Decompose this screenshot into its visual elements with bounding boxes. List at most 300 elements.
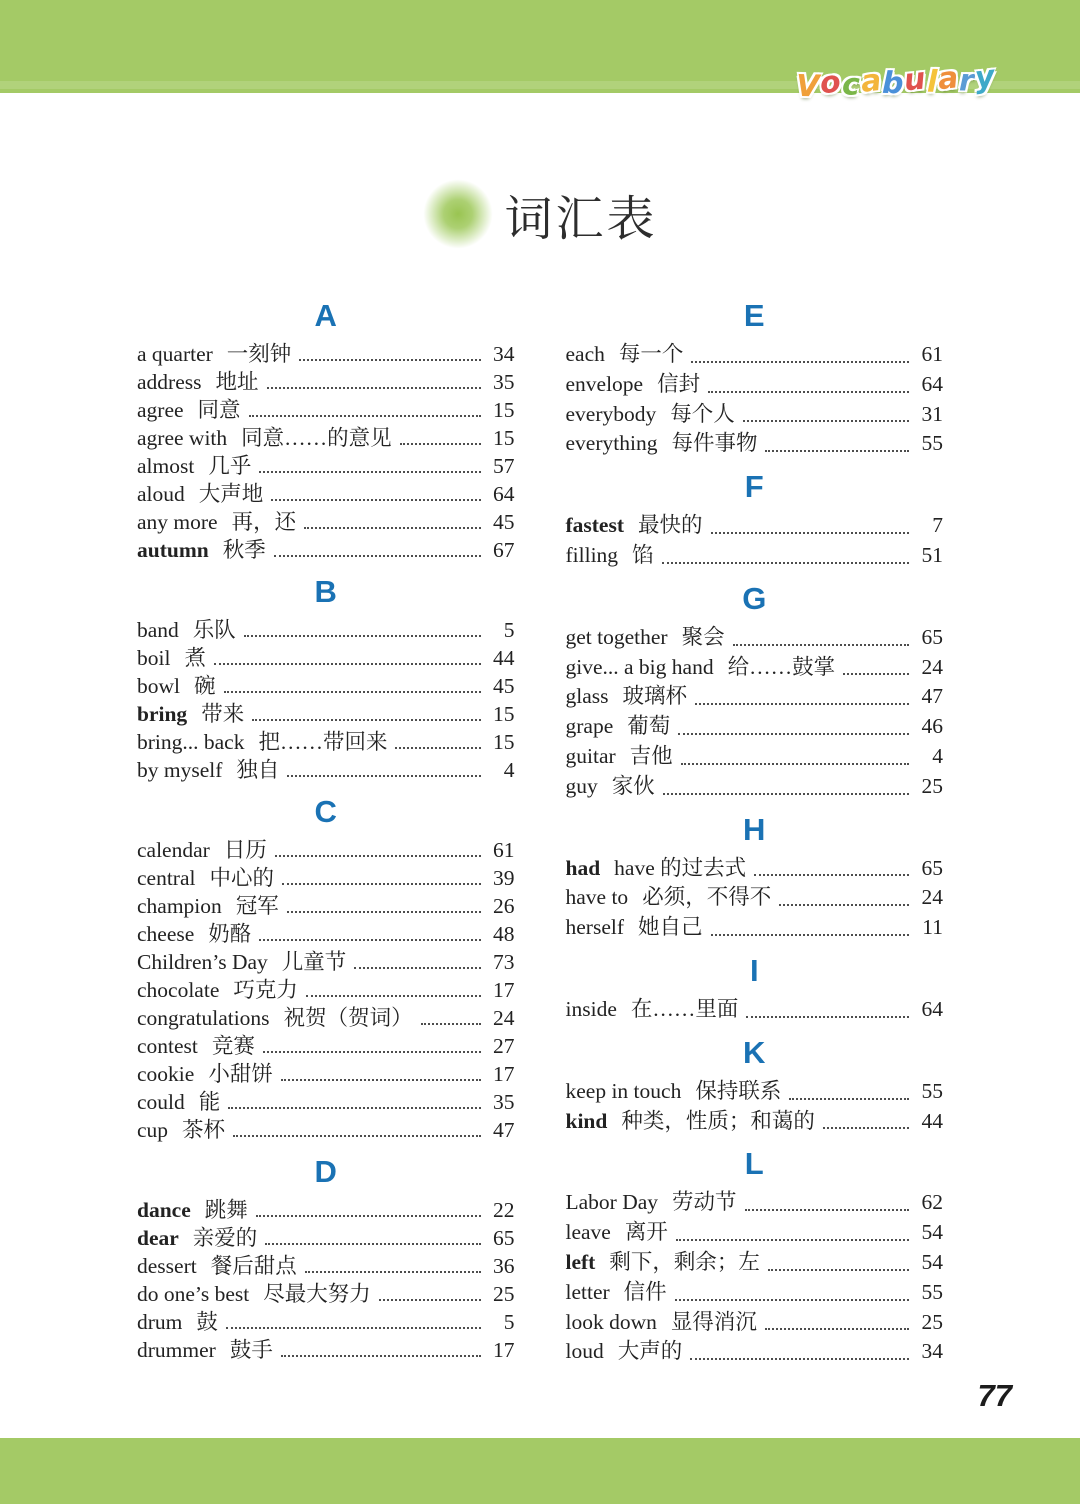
- vocab-entry: [137, 948, 515, 976]
- entry-meaning: 亲爱的: [192, 1226, 258, 1250]
- entry-term: any more: [137, 510, 218, 534]
- vocab-entry: [137, 1224, 515, 1252]
- entry-meaning: 竞赛: [211, 1034, 255, 1058]
- dotted-leader: [282, 883, 480, 885]
- dotted-leader: [306, 995, 481, 997]
- section-heading-K: K: [743, 1034, 766, 1070]
- vocab-entry: [137, 368, 515, 396]
- vocab-entry: [137, 340, 515, 368]
- vocab-entry: [566, 712, 944, 742]
- dotted-leader: [214, 663, 481, 665]
- entry-page-number: 64: [493, 482, 515, 506]
- entry-term: congratulations: [137, 1006, 270, 1030]
- dotted-leader: [779, 904, 909, 906]
- dotted-leader: [695, 703, 909, 705]
- entry-meaning: 每个人: [670, 401, 735, 426]
- vocab-entry: [566, 913, 944, 943]
- page-title: 词汇表: [504, 192, 658, 246]
- entry-meaning: 葡萄: [627, 714, 671, 739]
- entry-term: get together: [565, 624, 668, 649]
- entry-term: band: [137, 618, 179, 642]
- entry-meaning: 种类，性质；和蔼的: [621, 1108, 815, 1133]
- entry-page-number: 46: [921, 714, 943, 739]
- entry-meaning: 每件事物: [671, 431, 758, 456]
- entry-term: by myself: [137, 758, 223, 782]
- dotted-leader: [823, 1127, 909, 1129]
- entry-page-number: 61: [493, 838, 515, 862]
- entry-meaning: 跳舞: [204, 1198, 248, 1222]
- entry-page-number: 34: [921, 1339, 943, 1364]
- vocab-entry: [137, 864, 515, 892]
- dotted-leader: [281, 1355, 481, 1357]
- vocab-entry: [137, 616, 515, 644]
- dotted-leader: [259, 939, 480, 941]
- dotted-leader: [263, 1051, 481, 1053]
- entry-meaning: 带来: [201, 702, 245, 726]
- dotted-leader: [746, 1016, 909, 1018]
- entry-page-number: 11: [922, 915, 943, 940]
- dotted-leader: [271, 499, 480, 501]
- dotted-leader: [287, 775, 480, 777]
- entry-term: address: [137, 370, 202, 394]
- entry-meaning: 显得消沉: [670, 1309, 757, 1334]
- entry-meaning: 聚会: [681, 624, 725, 649]
- entry-term: drummer: [137, 1338, 216, 1362]
- vocab-entry: [137, 920, 515, 948]
- entry-page-number: 65: [493, 1226, 515, 1250]
- vocab-entry: [137, 836, 515, 864]
- vocab-entry: [137, 1252, 515, 1280]
- entry-page-number: 7: [932, 513, 943, 538]
- entry-meaning: 家伙: [611, 773, 655, 798]
- top-green-band: [0, 0, 1080, 105]
- entry-page-number: 64: [921, 371, 943, 396]
- dotted-leader: [224, 691, 481, 693]
- entry-meaning: 茶杯: [182, 1118, 226, 1142]
- vocab-entry: [137, 452, 515, 480]
- entry-page-number: 22: [493, 1198, 515, 1222]
- entry-meaning: 离开: [624, 1220, 668, 1245]
- bottom-green-band: [0, 1438, 1080, 1504]
- dotted-leader: [745, 1209, 909, 1211]
- dotted-leader: [691, 361, 909, 363]
- entry-term: loud: [565, 1339, 604, 1364]
- entry-page-number: 26: [493, 894, 515, 918]
- vocab-entry: [137, 1280, 515, 1308]
- dotted-leader: [678, 733, 909, 735]
- dotted-leader: [287, 911, 481, 913]
- dotted-leader: [304, 527, 480, 529]
- dotted-leader: [711, 934, 909, 936]
- vocab-entry: [566, 653, 944, 683]
- entry-meaning: 一刻钟: [226, 342, 292, 366]
- entry-term: autumn: [137, 538, 209, 562]
- vocab-entry: [566, 995, 944, 1025]
- entry-page-number: 54: [921, 1249, 943, 1274]
- entry-meaning: 中心的: [209, 866, 275, 890]
- entry-term: agree with: [137, 426, 228, 450]
- entry-page-number: 36: [493, 1254, 515, 1278]
- entry-meaning: 给……鼓掌: [727, 654, 836, 679]
- entry-page-number: 24: [493, 1006, 515, 1030]
- entry-term: everything: [565, 431, 658, 456]
- dotted-leader: [690, 1358, 909, 1360]
- entry-page-number: 44: [493, 646, 515, 670]
- entry-page-number: 4: [503, 758, 515, 782]
- entry-term: cheese: [137, 922, 195, 946]
- vocab-entry: [566, 623, 944, 653]
- dotted-leader: [675, 1299, 909, 1301]
- entry-meaning: 餐后甜点: [210, 1254, 297, 1278]
- entry-meaning: 煮: [184, 646, 206, 670]
- entry-page-number: 65: [921, 624, 943, 649]
- vocab-entry: [566, 742, 944, 772]
- entry-term: glass: [565, 684, 609, 709]
- entry-term: inside: [565, 996, 617, 1021]
- dotted-leader: [379, 1299, 481, 1301]
- dotted-leader: [249, 415, 481, 417]
- entry-page-number: 15: [493, 398, 515, 422]
- dotted-leader: [267, 387, 481, 389]
- dotted-leader: [765, 1328, 909, 1330]
- vocab-entry: [566, 1107, 944, 1137]
- entry-page-number: 15: [493, 730, 515, 754]
- entry-page-number: 25: [921, 1309, 943, 1334]
- entry-term: aloud: [137, 482, 185, 506]
- entry-page-number: 45: [493, 674, 515, 698]
- section-heading-C: C: [314, 794, 337, 829]
- vocab-entry: [137, 728, 515, 756]
- dotted-leader: [256, 1215, 481, 1217]
- vocab-entry: [137, 1336, 515, 1364]
- entry-meaning: 同意: [197, 398, 241, 422]
- entry-term: bring: [137, 702, 188, 726]
- dotted-leader: [259, 471, 480, 473]
- entry-page-number: 45: [493, 510, 515, 534]
- entry-meaning: 在……里面: [630, 996, 739, 1021]
- entry-term: dear: [137, 1226, 179, 1250]
- entry-meaning: 吉他: [629, 743, 673, 768]
- entry-page-number: 73: [493, 950, 515, 974]
- entry-meaning: 信封: [657, 371, 701, 396]
- vocab-entry: [137, 396, 515, 424]
- section-heading-L: L: [744, 1146, 764, 1182]
- entry-term: filling: [565, 542, 619, 567]
- brand-letter: a: [936, 60, 962, 98]
- entry-meaning: 祝贺（贺词）: [283, 1006, 413, 1030]
- vocab-entry: [566, 1077, 944, 1107]
- entry-meaning: 能: [198, 1090, 221, 1114]
- section-heading-B: B: [314, 574, 337, 609]
- dotted-leader: [354, 967, 480, 969]
- entry-page-number: 15: [493, 426, 515, 450]
- entry-term: dance: [137, 1198, 191, 1222]
- entry-term: look down: [565, 1309, 657, 1334]
- dotted-leader: [275, 855, 481, 857]
- dotted-leader: [233, 1135, 480, 1137]
- entry-term: grape: [565, 714, 614, 739]
- entry-page-number: 34: [493, 342, 515, 366]
- dotted-leader: [299, 359, 480, 361]
- entry-page-number: 51: [921, 542, 943, 567]
- entry-page-number: 15: [493, 702, 515, 726]
- entry-meaning: 保持联系: [695, 1078, 782, 1103]
- entry-page-number: 4: [932, 743, 943, 768]
- entry-page-number: 5: [503, 618, 515, 642]
- vocab-entry: [566, 340, 944, 370]
- entry-page-number: 64: [921, 996, 943, 1021]
- entry-meaning: 大声地: [198, 482, 264, 506]
- entry-page-number: 39: [493, 866, 515, 890]
- vocab-entry: [566, 1278, 944, 1308]
- entry-page-number: 24: [921, 654, 943, 679]
- entry-page-number: 62: [921, 1190, 943, 1215]
- entry-term: letter: [565, 1279, 610, 1304]
- entry-term: almost: [137, 454, 195, 478]
- entry-page-number: 27: [493, 1034, 515, 1058]
- entry-meaning: 劳动节: [672, 1190, 737, 1215]
- entry-meaning: 巧克力: [233, 978, 298, 1002]
- entry-meaning: 馅: [632, 542, 654, 567]
- vocab-entry: [566, 772, 944, 802]
- entry-term: agree: [137, 398, 184, 422]
- entry-term: cup: [137, 1118, 169, 1142]
- entry-meaning: 鼓手: [229, 1338, 273, 1362]
- entry-page-number: 25: [493, 1282, 515, 1306]
- entry-meaning: 必须，不得不: [642, 885, 772, 910]
- dotted-leader: [663, 793, 909, 795]
- vocab-entry: [566, 1248, 944, 1278]
- entry-meaning: 乐队: [192, 618, 236, 642]
- entry-meaning: 冠军: [235, 894, 279, 918]
- entry-term: a quarter: [137, 342, 213, 366]
- dotted-leader: [662, 562, 909, 564]
- entry-meaning: 同意……的意见: [241, 426, 392, 450]
- entry-term: had: [565, 855, 601, 880]
- entry-page-number: 67: [493, 538, 515, 562]
- entry-term: contest: [137, 1034, 198, 1058]
- entry-term: boil: [137, 646, 171, 670]
- dotted-leader: [226, 1327, 481, 1329]
- entry-page-number: 44: [921, 1108, 943, 1133]
- vocab-entry: [137, 480, 515, 508]
- vocab-entry: [566, 883, 944, 913]
- dotted-leader: [743, 420, 909, 422]
- vocab-entry: [566, 511, 944, 541]
- vocab-entry: [137, 536, 515, 564]
- entry-meaning: 小甜饼: [208, 1062, 273, 1086]
- dotted-leader: [305, 1271, 481, 1273]
- entry-term: bowl: [137, 674, 180, 698]
- vocab-entry: [566, 1218, 944, 1248]
- dotted-leader: [789, 1098, 909, 1100]
- entry-term: have to: [565, 885, 629, 910]
- entry-page-number: 55: [921, 431, 943, 456]
- dotted-leader: [228, 1107, 480, 1109]
- entry-meaning: 鼓: [196, 1310, 218, 1334]
- brand-letter: a: [859, 62, 885, 100]
- brand-letter: V: [796, 68, 822, 105]
- entry-term: guy: [565, 773, 598, 798]
- entry-term: dessert: [137, 1254, 197, 1278]
- entry-page-number: 25: [921, 773, 943, 798]
- dotted-leader: [733, 644, 909, 646]
- vocab-entry: [137, 700, 515, 728]
- dotted-leader: [754, 874, 909, 876]
- entry-meaning: 秋季: [222, 538, 266, 562]
- entry-term: keep in touch: [565, 1078, 682, 1103]
- entry-page-number: 65: [921, 855, 943, 880]
- entry-page-number: 55: [921, 1078, 943, 1103]
- entry-term: chocolate: [137, 978, 220, 1002]
- folio-page-number: 77: [977, 1378, 1012, 1413]
- vocab-column-1: [137, 298, 515, 1367]
- entry-term: could: [137, 1090, 185, 1114]
- entry-meaning: 碗: [194, 674, 216, 698]
- vocab-entry: [137, 1116, 515, 1144]
- dotted-leader: [765, 450, 909, 452]
- dotted-leader: [274, 555, 481, 557]
- vocab-entry: [137, 1032, 515, 1060]
- entry-page-number: 35: [493, 1090, 515, 1114]
- vocab-entry: [566, 854, 944, 884]
- entry-meaning: 儿童节: [281, 950, 347, 974]
- entry-term: fastest: [565, 513, 625, 538]
- vocab-entry: [137, 756, 515, 784]
- entry-meaning: 每一个: [618, 342, 684, 366]
- title-block: [0, 178, 1080, 250]
- vocab-entry: [137, 1060, 515, 1088]
- entry-term: cookie: [137, 1062, 195, 1086]
- entry-term: herself: [565, 915, 624, 940]
- vocab-entry: [137, 508, 515, 536]
- vocab-entry: [566, 1337, 944, 1367]
- entry-term: guitar: [565, 743, 616, 768]
- dotted-leader: [244, 635, 481, 637]
- dotted-leader: [708, 391, 909, 393]
- vocab-entry: [137, 424, 515, 452]
- section-heading-E: E: [743, 298, 765, 333]
- vocabulary-logo: [796, 58, 998, 105]
- entry-meaning: 剩下，剩余；左: [609, 1249, 760, 1274]
- entry-page-number: 24: [921, 885, 943, 910]
- dotted-leader: [681, 763, 909, 765]
- entry-page-number: 17: [493, 1338, 515, 1362]
- entry-page-number: 5: [503, 1310, 515, 1334]
- entry-page-number: 17: [493, 978, 515, 1002]
- brand-letter: y: [973, 58, 998, 96]
- entry-meaning: 大声的: [617, 1339, 683, 1364]
- brand-letter: u: [902, 61, 929, 99]
- section-heading-H: H: [743, 811, 766, 847]
- brand-letter: r: [959, 63, 976, 99]
- brand-letter: c: [841, 67, 862, 103]
- entry-page-number: 61: [921, 342, 943, 366]
- entry-meaning: 地址: [215, 370, 259, 394]
- section-heading-F: F: [744, 469, 764, 505]
- entry-term: calendar: [137, 838, 210, 862]
- entry-page-number: 47: [493, 1118, 515, 1142]
- entry-meaning: 几乎: [208, 454, 252, 478]
- entry-term: kind: [565, 1108, 608, 1133]
- entry-page-number: 57: [493, 454, 515, 478]
- entry-term: give... a big hand: [565, 654, 714, 679]
- entry-page-number: 47: [921, 684, 943, 709]
- entry-term: drum: [137, 1310, 183, 1334]
- entry-term: bring... back: [137, 730, 245, 754]
- section-heading-G: G: [742, 580, 767, 616]
- vocab-entry: [566, 682, 944, 712]
- entry-meaning: 信件: [623, 1279, 667, 1304]
- entry-meaning: 把……带回来: [258, 730, 388, 754]
- vocab-entry: [137, 1196, 515, 1224]
- section-heading-I: I: [749, 952, 759, 988]
- vocab-entry: [566, 541, 944, 571]
- vocab-entry: [566, 429, 944, 459]
- vocab-entry: [566, 1308, 944, 1338]
- brand-letter: b: [882, 65, 906, 102]
- entry-term: central: [137, 866, 196, 890]
- dotted-leader: [421, 1023, 481, 1025]
- entry-meaning: 最快的: [638, 513, 703, 538]
- vocab-entry: [137, 672, 515, 700]
- vocab-entry: [137, 976, 515, 1004]
- dotted-leader: [265, 1243, 480, 1245]
- entry-term: each: [565, 342, 605, 366]
- entry-term: left: [565, 1249, 596, 1274]
- entry-meaning: 独自: [236, 758, 280, 782]
- vocab-entry: [137, 1308, 515, 1336]
- dotted-leader: [252, 719, 480, 721]
- dotted-leader: [400, 443, 481, 445]
- vocab-column-2: [566, 298, 944, 1367]
- dotted-leader: [768, 1269, 909, 1271]
- dotted-leader: [843, 673, 909, 675]
- vocab-entry: [566, 400, 944, 430]
- entry-meaning: 尽最大努力: [263, 1282, 371, 1306]
- vocab-entry: [137, 1088, 515, 1116]
- dotted-leader: [395, 747, 480, 749]
- entry-meaning: 她自己: [638, 915, 703, 940]
- entry-term: everybody: [565, 401, 657, 426]
- dotted-leader: [676, 1239, 909, 1241]
- vocab-entry: [137, 892, 515, 920]
- vocab-entry: [137, 1004, 515, 1032]
- entry-page-number: 31: [921, 401, 943, 426]
- entry-term: Children’s Day: [137, 950, 268, 974]
- entry-meaning: 日历: [223, 838, 267, 862]
- entry-term: Labor Day: [565, 1190, 659, 1215]
- vocab-entry: [566, 1188, 944, 1218]
- vocab-entry: [137, 644, 515, 672]
- section-heading-A: A: [314, 298, 337, 333]
- entry-term: leave: [565, 1220, 611, 1245]
- entry-meaning: 玻璃杯: [622, 684, 688, 709]
- entry-meaning: 再，还: [231, 510, 297, 534]
- entry-page-number: 48: [493, 922, 515, 946]
- entry-term: do one’s best: [137, 1282, 250, 1306]
- entry-term: champion: [137, 894, 222, 918]
- green-dot-icon: [422, 178, 494, 250]
- vocab-entry: [566, 370, 944, 400]
- entry-page-number: 17: [493, 1062, 515, 1086]
- section-heading-D: D: [314, 1154, 337, 1189]
- entry-meaning: 奶酪: [208, 922, 252, 946]
- entry-page-number: 54: [921, 1220, 943, 1245]
- vocabulary-columns: [137, 298, 943, 1367]
- brand-letter: l: [926, 64, 939, 100]
- entry-meaning: have 的过去式: [614, 855, 747, 880]
